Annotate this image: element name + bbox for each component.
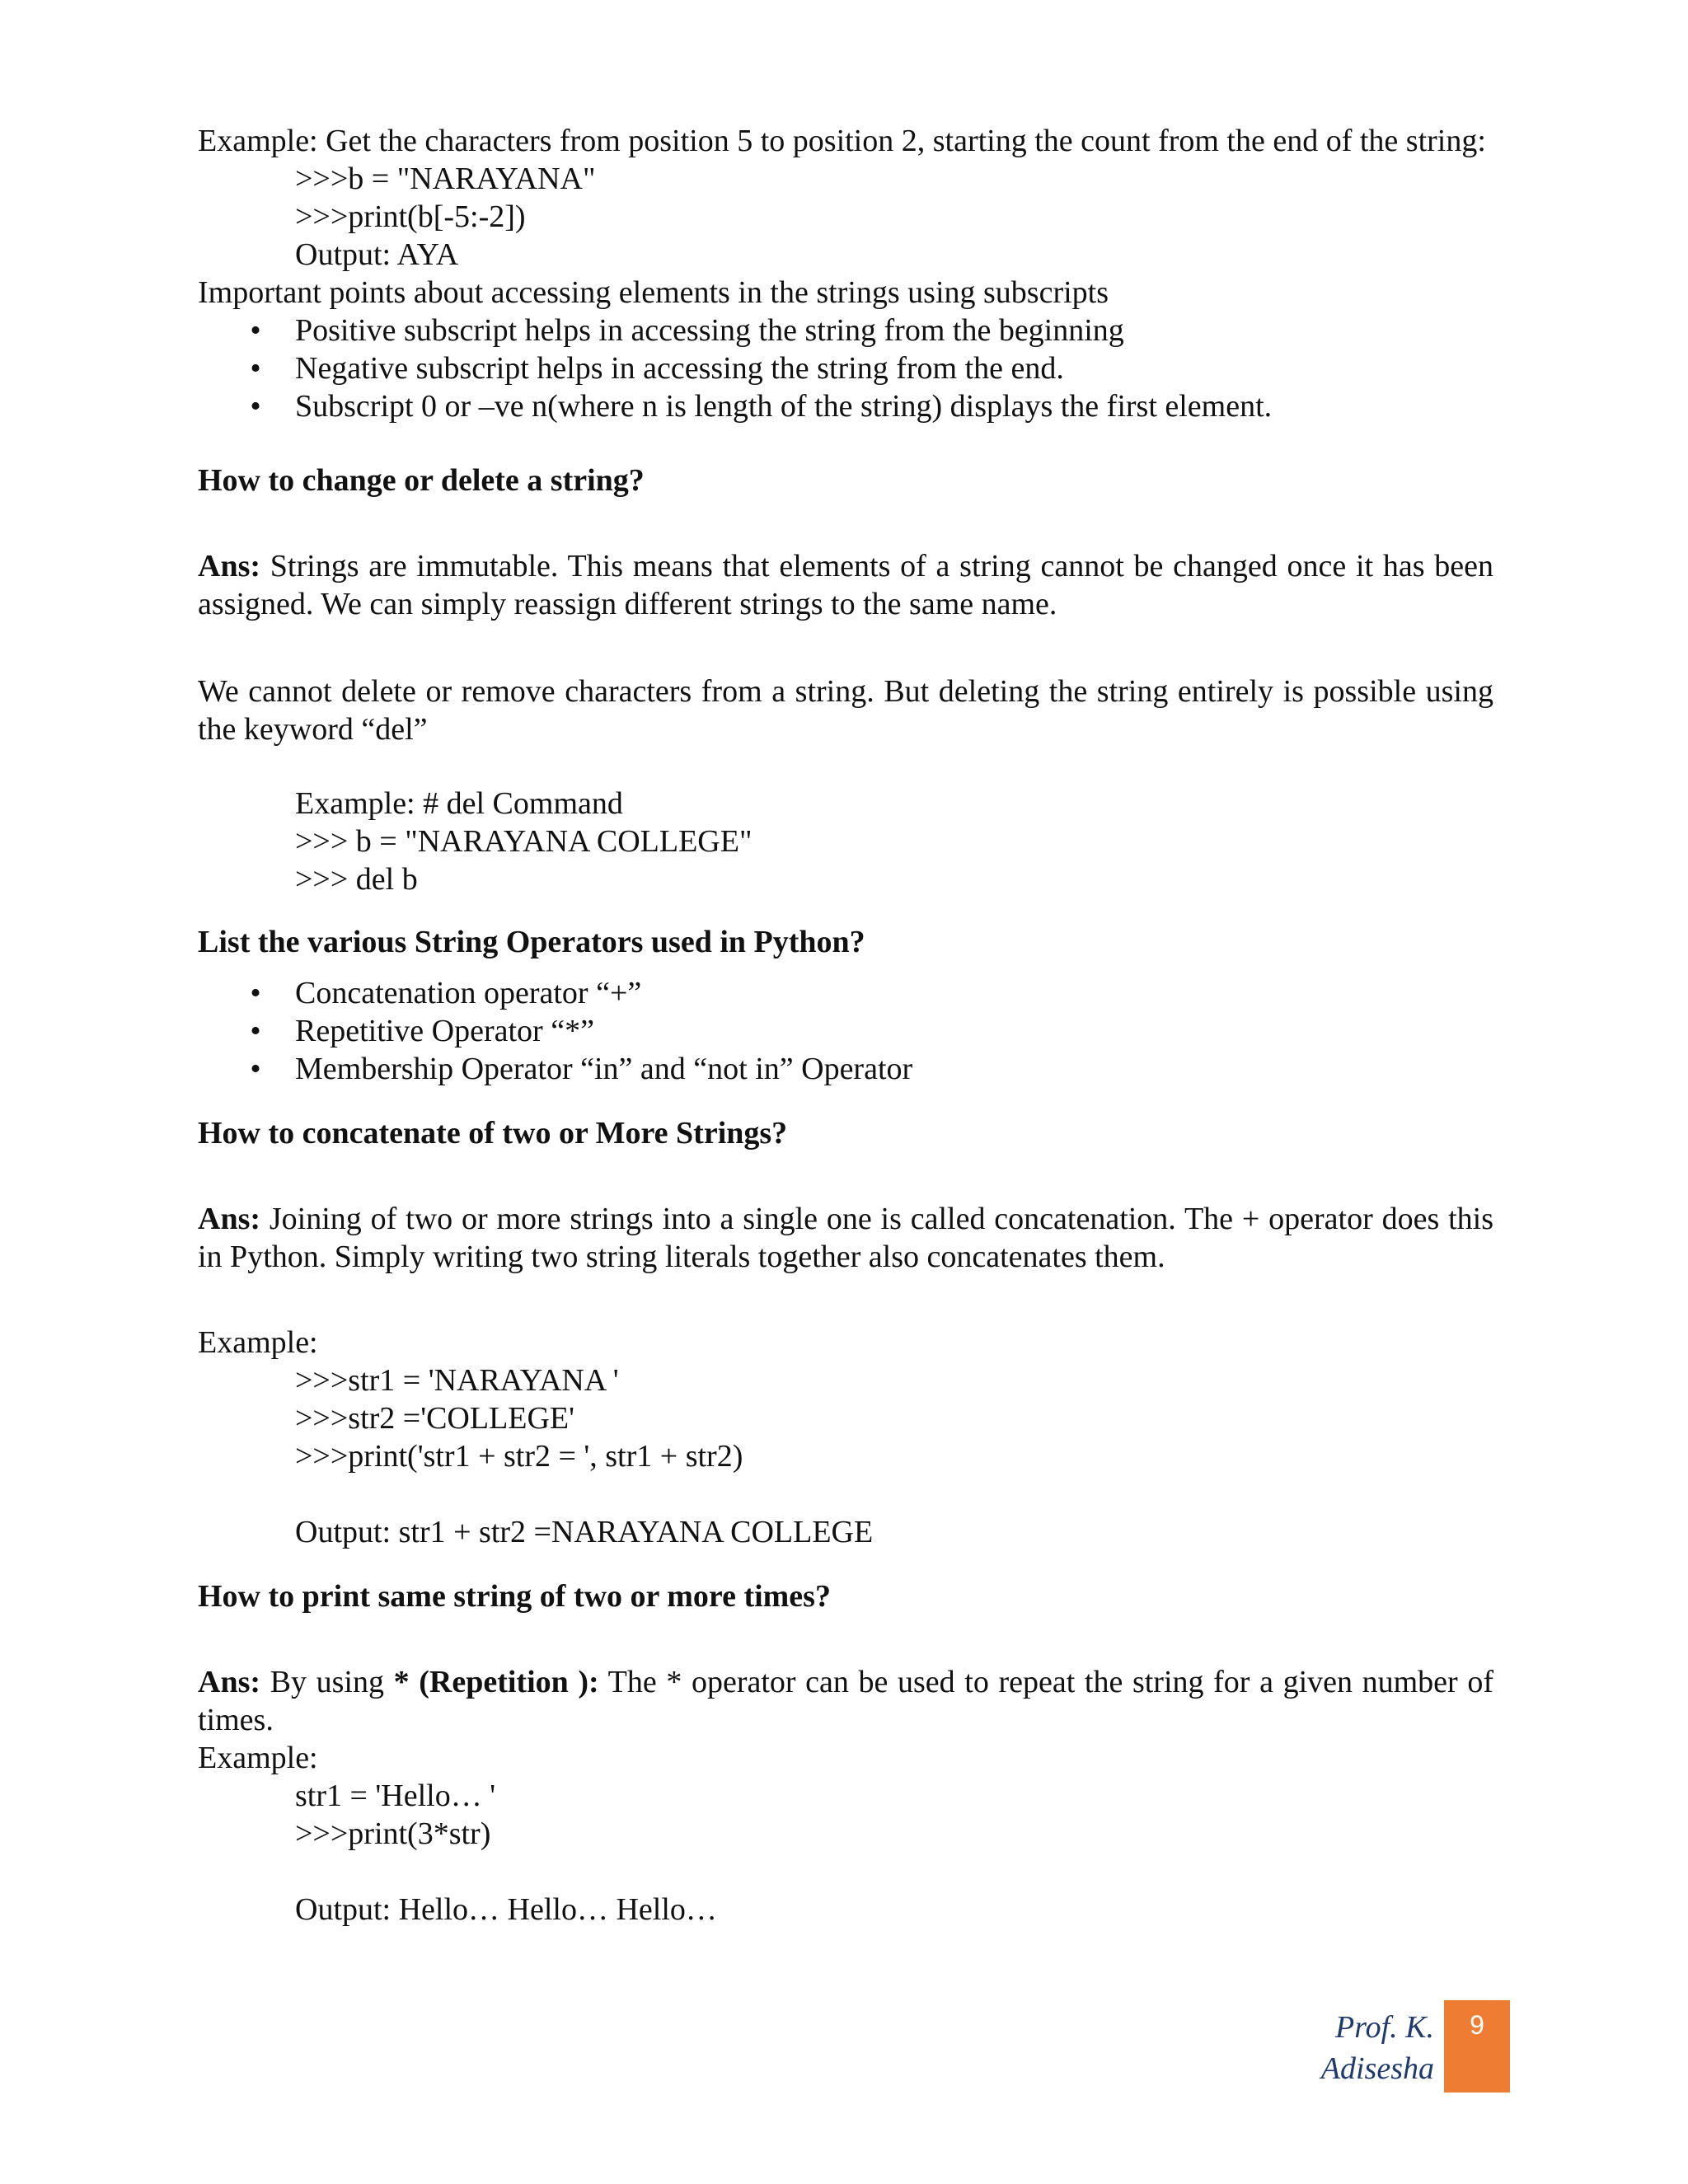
list-item: • Subscript 0 or –ve n(where n is length of the string) displays the first element. [198,387,1493,425]
code-line: str1 = 'Hello… ' [295,1779,496,1813]
list-item: • Concatenation operator “+” [198,974,1493,1012]
bullet-icon: • [250,389,261,424]
footer-author: Prof. K. Adisesha [1320,2010,1434,2086]
code-output: Output: AYA [295,237,459,272]
slice-example-intro: Example: Get the characters from position 5 to position 2, starting the count from the end of the string: [198,124,1486,158]
code-line: >>>print('str1 + str2 = ', str1 + str2) [295,1439,743,1474]
code-output: Output: Hello… Hello… Hello… [295,1892,717,1927]
bullet-icon: • [250,313,261,348]
code-line: >>>print(3*str) [295,1816,491,1851]
list-item: • Negative subscript helps in accessing the string from the end. [198,349,1493,387]
body-paragraph: We cannot delete or remove characters from a string. But deleting the string entirely is possible using the keyword “del” [198,674,1493,747]
bullet-icon: • [250,351,261,386]
list-item: • Membership Operator “in” and “not in” Operator [198,1050,1493,1088]
code-line: >>> b = "NARAYANA COLLEGE" [295,824,753,859]
question-heading: How to print same string of two or more times? [198,1579,831,1614]
subscripts-list [198,312,1493,425]
example-label: Example: [198,1741,318,1775]
page-content [198,122,1493,1929]
question-heading: How to concatenate of two or More Strings? [198,1116,788,1151]
question-heading: How to change or delete a string? [198,463,645,498]
subscripts-title: Important points about accessing elements in the strings using subscripts [198,275,1109,310]
code-output: Output: str1 + str2 =NARAYANA COLLEGE [295,1515,874,1549]
question-heading: List the various String Operators used in Python? [198,925,865,959]
list-item: • Positive subscript helps in accessing the string from the beginning [198,312,1493,349]
code-line: >>>b = "NARAYANA" [295,162,596,196]
code-line: >>>str1 = 'NARAYANA ' [295,1363,619,1398]
bullet-icon: • [250,1014,261,1048]
bullet-icon: • [250,1052,261,1086]
code-line: >>>str2 ='COLLEGE' [295,1401,574,1436]
operators-list [198,974,1493,1088]
list-item: • Repetitive Operator “*” [198,1012,1493,1050]
code-line: Example: # del Command [295,786,623,821]
code-line: >>>print(b[-5:-2]) [295,199,526,234]
code-line: >>> del b [295,862,418,897]
example-label: Example: [198,1325,318,1360]
page-number-badge: 9 [1444,2000,1510,2093]
answer-paragraph: Ans: Joining of two or more strings into a single one is called concatenation. The + operator does this in Python. Simply writing two string literals together also concatenates them. [198,1202,1493,1274]
answer-paragraph: Ans: Strings are immutable. This means that elements of a string cannot be changed once it has been assigned. We can simply reassign different strings to the same name. [198,549,1493,621]
bullet-icon: • [250,976,261,1010]
answer-paragraph: Ans: By using * (Repetition ): The * operator can be used to repeat the string for a given number of times. [198,1665,1493,1737]
